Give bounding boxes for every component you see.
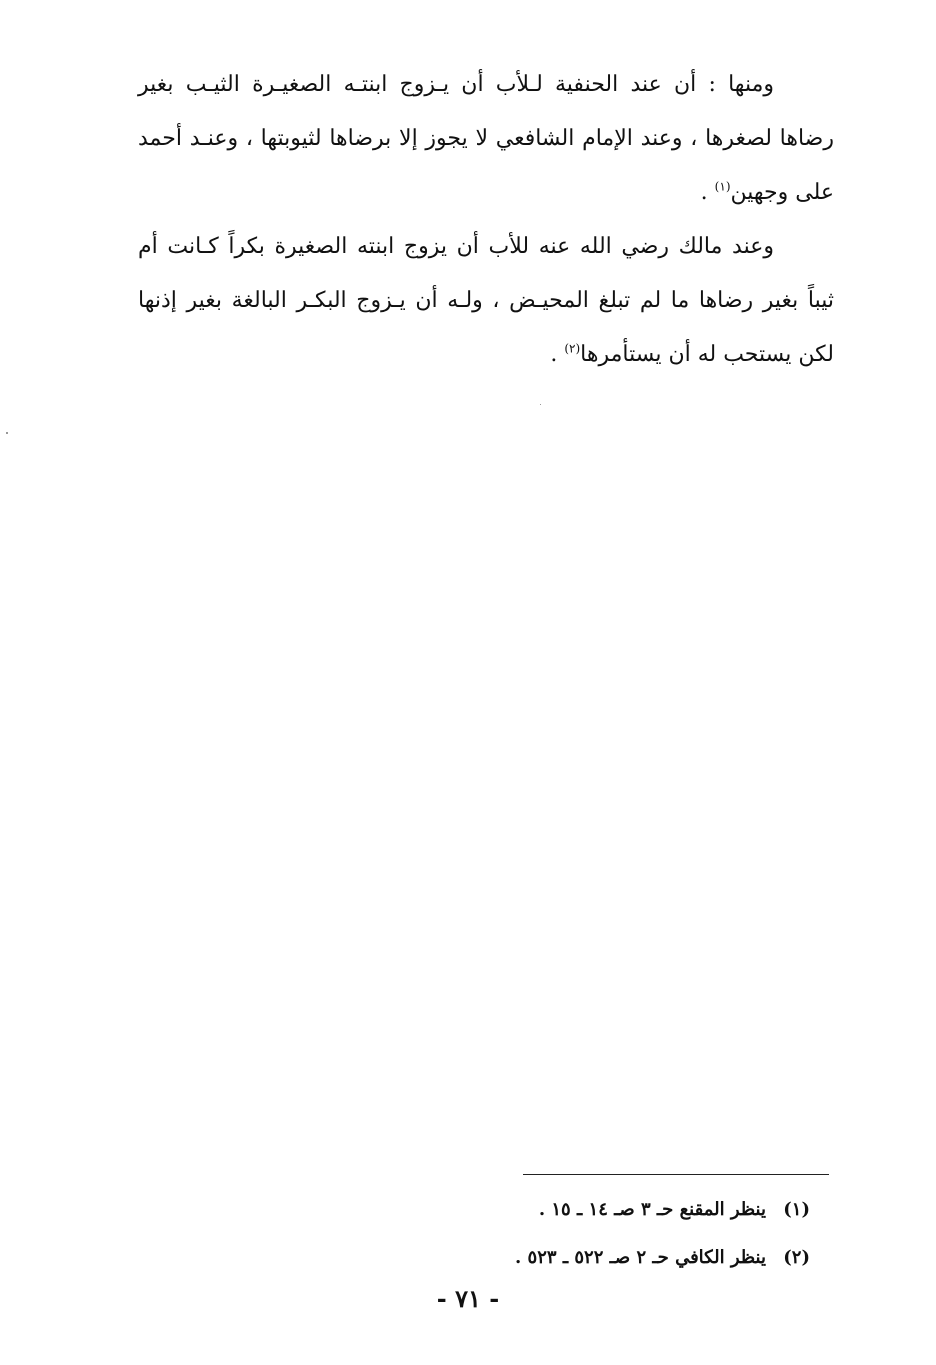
footnote-1-text: ينظر المقنع حـ ٣ صـ ١٤ ـ ١٥ .	[538, 1199, 766, 1220]
paragraph-1-text: ومنها : أن عند الحنفية لـلأب أن يـزوج ابنتـه الصغيـرة الثيـب بغير رضاها لصغرها ، وعند الإمام الشافعي لا يجوز إلا برضاها لثيوبتها ، وعنـد أحمد على وجهين	[138, 72, 834, 205]
footnote-reference-1: (١)	[714, 179, 731, 194]
body-text	[138, 58, 834, 382]
footnote-1-number: (١)	[783, 1199, 810, 1220]
footnote-1	[300, 1186, 810, 1234]
paragraph-1	[138, 58, 834, 220]
paragraph-1-ending: .	[700, 180, 715, 205]
paragraph-2	[138, 220, 834, 382]
footnote-separator	[523, 1174, 829, 1175]
footnote-2-number: (٢)	[783, 1247, 810, 1268]
footnote-2-text: ينظر الكافي حـ ٢ صـ ٥٢٢ ـ ٥٢٣ .	[514, 1247, 766, 1268]
page-number: - ٧١ -	[436, 1284, 500, 1313]
paragraph-2-ending: .	[550, 342, 565, 367]
footnotes	[300, 1186, 810, 1282]
scan-speck	[540, 404, 541, 405]
paragraph-2-text: وعند مالك رضي الله عنه للأب أن يزوج ابنته الصغيرة بكراً كـانت أم ثيباً بغير رضاها ما لم تبلغ المحيـض ، ولـه أن يـزوج البكـر البالغة بغير إذنها لكن يستحب له أن يستأمرها	[138, 234, 834, 367]
scan-speck	[6, 432, 8, 434]
footnote-reference-2: (٢)	[564, 341, 581, 356]
footnote-2	[300, 1234, 810, 1282]
